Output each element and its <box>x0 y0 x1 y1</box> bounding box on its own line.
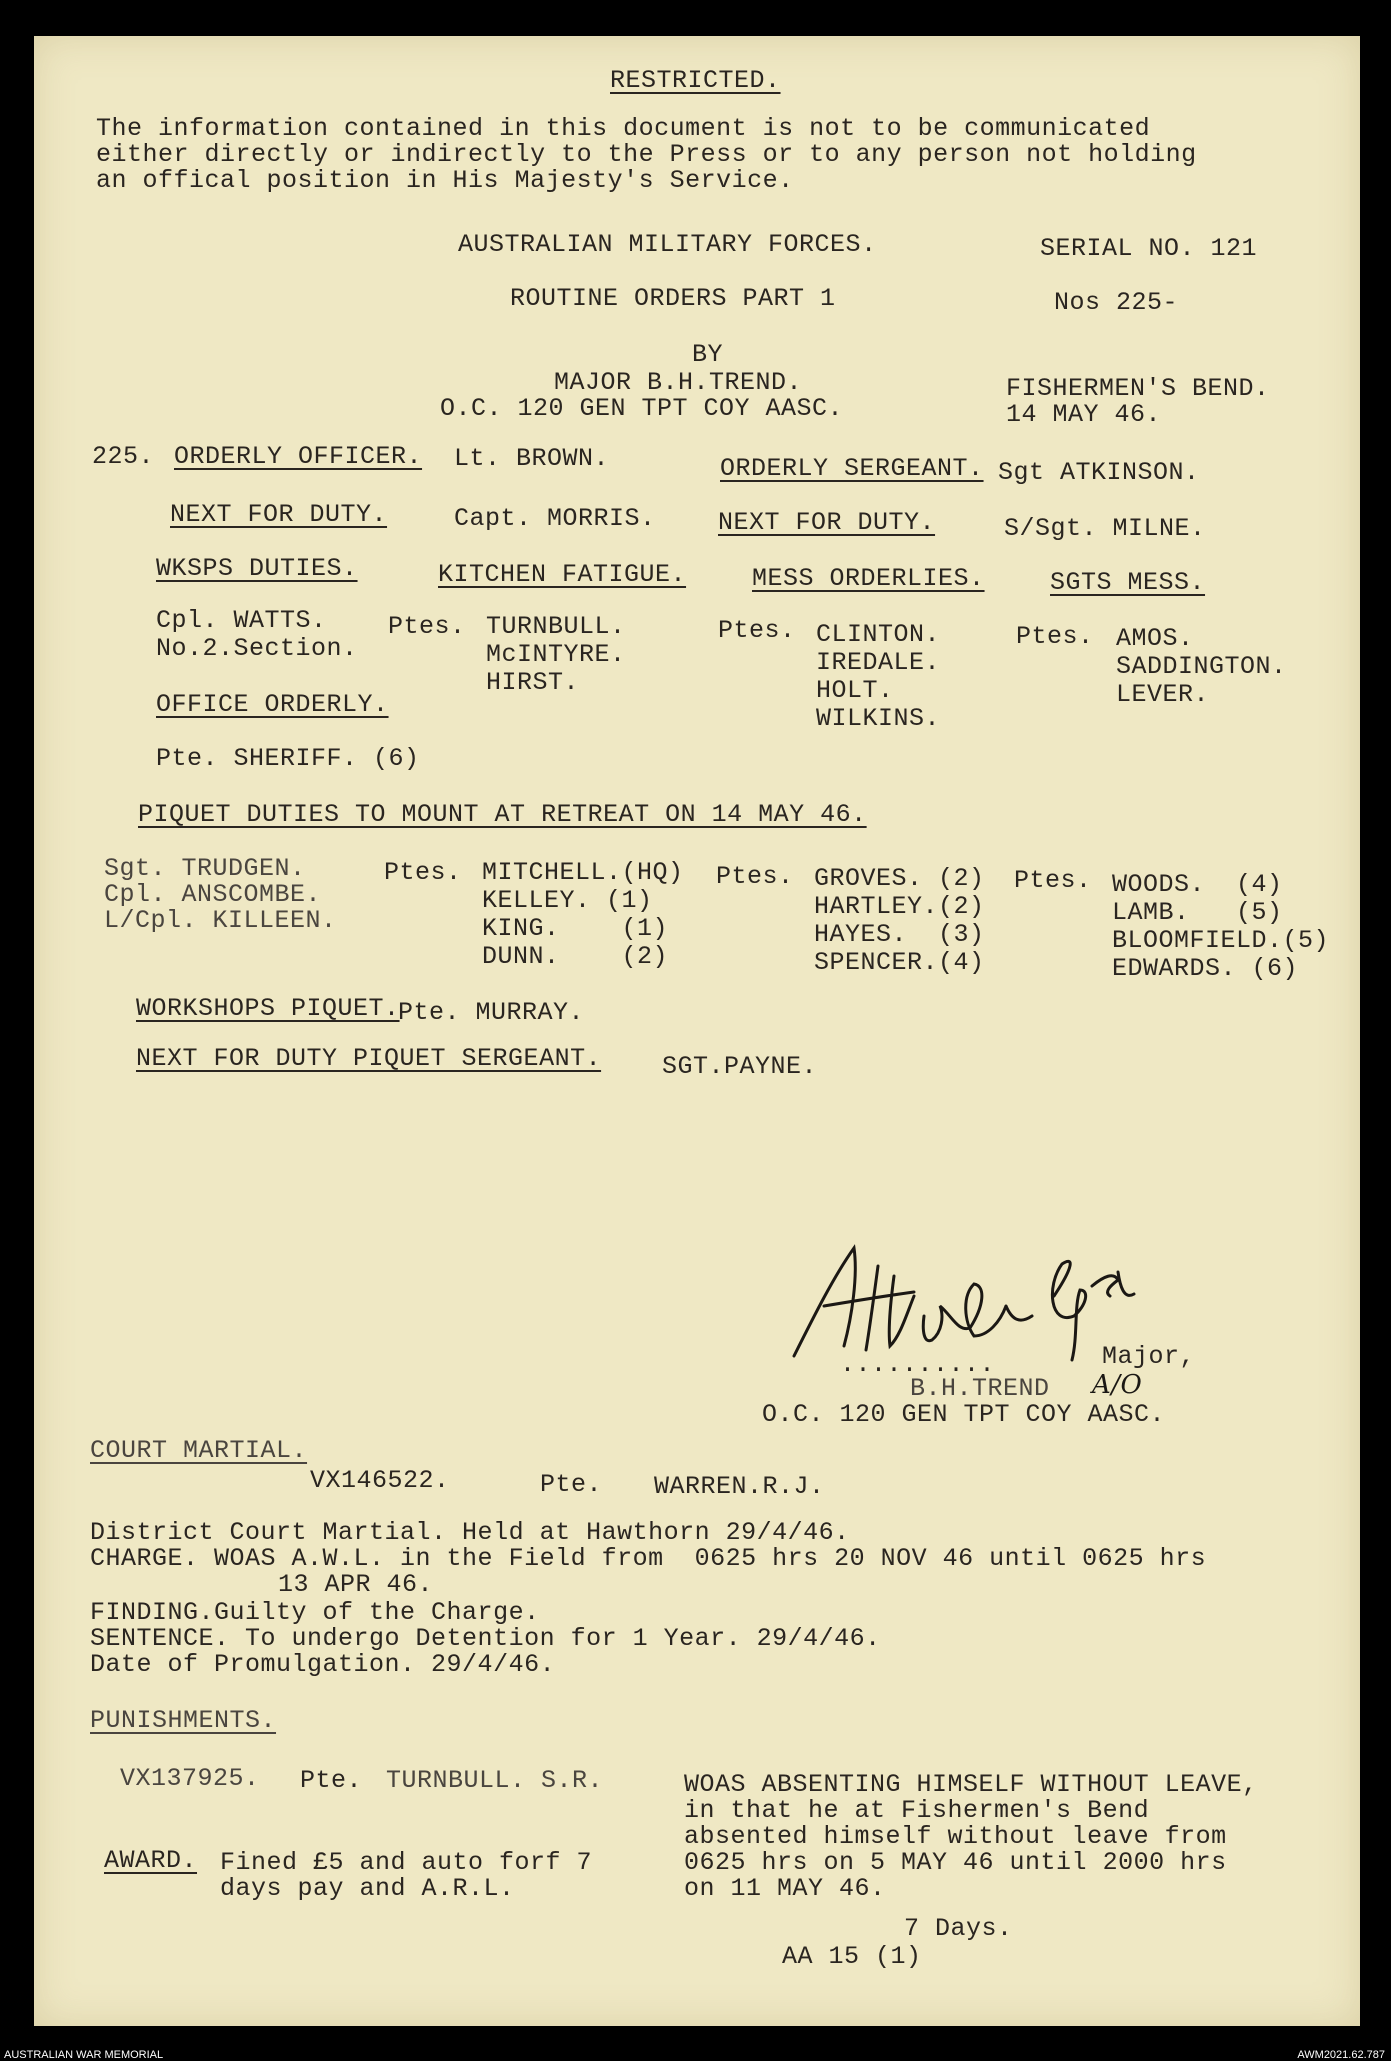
wksps-line-2: No.2.Section. <box>156 634 358 663</box>
office-orderly-label: OFFICE ORDERLY. <box>156 690 389 719</box>
award-line-1: Fined £5 and auto forf 7 <box>220 1848 593 1877</box>
court-martial-line: SENTENCE. To undergo Detention for 1 Year. 29/4/46. <box>90 1624 881 1653</box>
signature-name: B.H.TREND <box>910 1374 1050 1403</box>
kitchen-fatigue-label: KITCHEN FATIGUE. <box>438 560 687 589</box>
next-for-duty-label-1: NEXT FOR DUTY. <box>170 500 388 529</box>
offence-line: 0625 hrs on 5 MAY 46 until 2000 hrs <box>684 1848 1227 1877</box>
footer-accession-number: AWM2021.62.787 <box>1297 2049 1385 2061</box>
court-martial-rank: Pte. <box>540 1470 603 1499</box>
forces-title: AUSTRALIAN MILITARY FORCES. <box>458 230 877 259</box>
piquet-nco: Cpl. ANSCOMBE. <box>104 880 322 909</box>
mess-name: WILKINS. <box>816 704 941 733</box>
court-martial-line: District Court Martial. Held at Hawthorn 29/4/46. <box>90 1518 850 1547</box>
court-martial-label: COURT MARTIAL. <box>90 1436 308 1465</box>
office-orderly: Pte. SHERIFF. (6) <box>156 744 420 773</box>
piquet-name: GROVES. (2) <box>814 864 985 893</box>
piquet-name: MITCHELL.(HQ) <box>482 858 684 887</box>
serial-number: SERIAL NO. 121 <box>1040 234 1258 263</box>
sgts-name: AMOS. <box>1116 624 1194 653</box>
orderly-officer-label: ORDERLY OFFICER. <box>174 442 423 471</box>
piquet-name: KING. (1) <box>482 914 669 943</box>
piquet-name: BLOOMFIELD.(5) <box>1112 926 1330 955</box>
notice-line-2: either directly or indirectly to the Press or to any person not holding <box>96 140 1197 169</box>
order-numbers: Nos 225- <box>1054 288 1179 317</box>
piquet-name: EDWARDS. (6) <box>1112 954 1299 983</box>
kitchen-rank: Ptes. <box>388 612 466 641</box>
mess-orderlies-label: MESS ORDERLIES. <box>752 564 985 593</box>
mess-name: HOLT. <box>816 676 894 705</box>
piquet-name: WOODS. (4) <box>1112 870 1283 899</box>
award-label: AWARD. <box>104 1846 198 1875</box>
court-martial-number: VX146522. <box>310 1466 450 1495</box>
mess-name: IREDALE. <box>816 648 941 677</box>
order-number: 225. <box>92 442 155 471</box>
punishment-rank: Pte. <box>300 1766 363 1795</box>
next-for-duty-label-2: NEXT FOR DUTY. <box>718 508 936 537</box>
offence-line: WOAS ABSENTING HIMSELF WITHOUT LEAVE, <box>684 1770 1258 1799</box>
wksps-duties-label: WKSPS DUTIES. <box>156 554 358 583</box>
next-piquet-sergeant-label: NEXT FOR DUTY PIQUET SERGEANT. <box>136 1044 602 1073</box>
piquet-name: LAMB. (5) <box>1112 898 1283 927</box>
court-martial-line: CHARGE. WOAS A.W.L. in the Field from 0625 hrs 20 NOV 46 until 0625 hrs <box>90 1544 1207 1573</box>
signature-text <box>804 1292 1041 1322</box>
mess-name: CLINTON. <box>816 620 941 649</box>
punishments-label: PUNISHMENTS. <box>90 1706 277 1735</box>
next-for-duty-1: Capt. MORRIS. <box>454 504 656 533</box>
order-date: 14 MAY 46. <box>1006 400 1162 429</box>
piquet-duties-label: PIQUET DUTIES TO MOUNT AT RETREAT ON 14 MAY 46. <box>138 800 867 829</box>
offence-line: in that he at Fishermen's Bend <box>684 1796 1150 1825</box>
piquet-name: HARTLEY.(2) <box>814 892 985 921</box>
kitchen-name: TURNBULL. <box>486 612 626 641</box>
piquet-rank: Ptes. <box>716 862 794 891</box>
signature-unit: O.C. 120 GEN TPT COY AASC. <box>762 1400 1166 1429</box>
award-line-2: days pay and A.R.L. <box>220 1874 515 1903</box>
mess-rank: Ptes. <box>718 616 796 645</box>
kitchen-name: HIRST. <box>486 668 580 697</box>
next-for-duty-2: S/Sgt. MILNE. <box>1004 514 1206 543</box>
by-label: BY <box>692 340 724 369</box>
location: FISHERMEN'S BEND. <box>1006 374 1270 403</box>
sgts-name: SADDINGTON. <box>1116 652 1287 681</box>
workshops-piquet: Pte. MURRAY. <box>398 998 585 1027</box>
oc-unit: O.C. 120 GEN TPT COY AASC. <box>440 394 844 423</box>
punishment-days: 7 Days. <box>904 1914 1013 1943</box>
orderly-officer: Lt. BROWN. <box>454 444 610 473</box>
piquet-name: HAYES. (3) <box>814 920 985 949</box>
sgts-mess-label: SGTS MESS. <box>1050 568 1206 597</box>
punishment-name: TURNBULL. S.R. <box>386 1766 604 1795</box>
signature-dots: .......... <box>840 1350 996 1379</box>
court-martial-name: WARREN.R.J. <box>654 1472 825 1501</box>
routine-orders-title: ROUTINE ORDERS PART 1 <box>510 284 836 313</box>
piquet-nco: L/Cpl. KILLEEN. <box>104 906 337 935</box>
piquet-rank: Ptes. <box>384 858 462 887</box>
notice-line-1: The information contained in this document is not to be communicated <box>96 114 1151 143</box>
major-name: MAJOR B.H.TREND. <box>554 368 803 397</box>
offence-line: on 11 MAY 46. <box>684 1874 886 1903</box>
notice-line-3: an offical position in His Majesty's Service. <box>96 166 794 195</box>
wksps-line-1: Cpl. WATTS. <box>156 606 327 635</box>
sgts-rank: Ptes. <box>1016 622 1094 651</box>
footer-credit: AUSTRALIAN WAR MEMORIAL <box>4 2049 164 2061</box>
restricted-heading: RESTRICTED. <box>610 66 781 95</box>
piquet-name: KELLEY. (1) <box>482 886 653 915</box>
piquet-name: SPENCER.(4) <box>814 948 985 977</box>
next-piquet-sergeant: SGT.PAYNE. <box>662 1052 818 1081</box>
offence-line: absented himself without leave from <box>684 1822 1227 1851</box>
kitchen-name: McINTYRE. <box>486 640 626 669</box>
signature-rank: Major, <box>1102 1342 1196 1371</box>
orderly-sergeant: Sgt ATKINSON. <box>998 458 1200 487</box>
piquet-rank: Ptes. <box>1014 866 1092 895</box>
sgts-name: LEVER. <box>1116 680 1210 709</box>
document-page <box>34 36 1360 2026</box>
orderly-sergeant-label: ORDERLY SERGEANT. <box>720 454 984 483</box>
court-martial-line: Date of Promulgation. 29/4/46. <box>90 1650 556 1679</box>
signature-acting: A/O <box>1092 1370 1143 1400</box>
court-martial-line: FINDING.Guilty of the Charge. <box>90 1598 540 1627</box>
workshops-piquet-label: WORKSHOPS PIQUET. <box>136 994 400 1023</box>
punishment-number: VX137925. <box>120 1764 260 1793</box>
form-number: AA 15 (1) <box>782 1942 922 1971</box>
court-martial-line: 13 APR 46. <box>278 1570 434 1599</box>
piquet-nco: Sgt. TRUDGEN. <box>104 854 306 883</box>
piquet-name: DUNN. (2) <box>482 942 669 971</box>
